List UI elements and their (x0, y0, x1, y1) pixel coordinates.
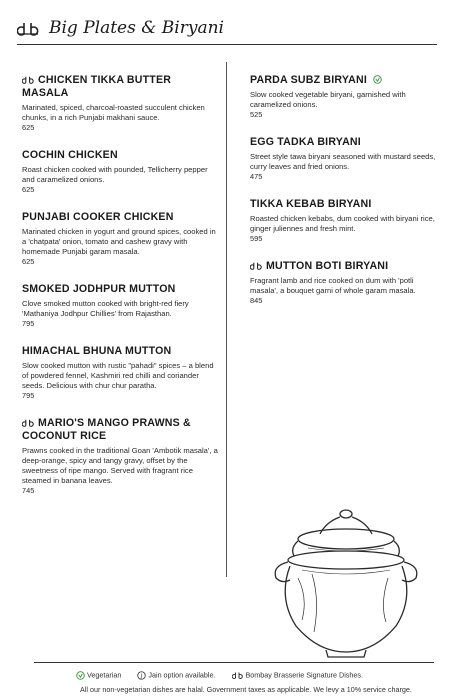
page-title: Big Plates & Biryani (49, 18, 224, 38)
item-description: Slow cooked vegetable biryani, garnished with caramelized onions. (250, 90, 406, 109)
item-name: COCHIN CHICKEN (22, 149, 118, 161)
bb-logo-icon (22, 418, 35, 427)
right-column (250, 74, 440, 322)
footer-note: All our non-vegetarian dishes are halal. Government taxes as applicable. We levy a 10% service charge. (80, 685, 412, 694)
page-footer (34, 662, 434, 699)
bb-logo-icon (17, 20, 41, 41)
legend-vegetarian: Vegetarian (87, 670, 122, 680)
menu-item (22, 149, 218, 195)
item-description: Clove smoked mutton cooked with bright-red fiery 'Mathaniya Jodhpur Chillies' from Rajasthan. (22, 299, 189, 318)
legend (76, 670, 363, 680)
item-price: 525 (250, 110, 263, 119)
legend-jain: Jain option available. (148, 670, 216, 680)
item-name: PARDA SUBZ BIRYANI (250, 74, 368, 86)
item-price: 625 (22, 185, 35, 194)
menu-item (250, 260, 440, 306)
item-name: MUTTON BOTI BIRYANI (266, 260, 389, 272)
jain-icon (137, 671, 146, 680)
item-price: 625 (22, 123, 35, 132)
page-header (17, 14, 437, 45)
bb-logo-icon (250, 261, 263, 270)
item-name: TIKKA KEBAB BIRYANI (250, 198, 372, 210)
vegetarian-icon (76, 671, 85, 680)
item-description: Prawns cooked in the traditional Goan 'Ambotik masala', a deep-orange, spicy and tangy gravy, offset by the sweetness of ripe mango. Served with fragrant rice steamed in banana leaves. (22, 446, 218, 485)
menu-item (22, 345, 218, 401)
bb-logo-icon (232, 671, 244, 679)
item-description: Slow cooked mutton with rustic "pahadi" spices – a blend of powdered fennel, Kashmiri red chilli and coriander seeds. Delicious with chur chur paratha. (22, 361, 214, 390)
item-price: 475 (250, 172, 263, 181)
left-column (22, 74, 218, 512)
item-price: 845 (250, 296, 263, 305)
menu-item (22, 417, 218, 496)
clay-pot-illustration (268, 508, 418, 663)
item-description: Marinated chicken in yogurt and ground spices, cooked in a 'chatpata' onion, tomato and cashew gravy with homemade Punjabi garam masala. (22, 227, 216, 256)
item-name: MARIO'S MANGO PRAWNS & COCONUT RICE (22, 417, 191, 442)
item-description: Marinated, spiced, charcoal-roasted succulent chicken chunks, in a rich Punjabi makhani sauce. (22, 103, 205, 122)
item-name: SMOKED JODHPUR MUTTON (22, 283, 176, 295)
column-divider (226, 62, 227, 577)
vegetarian-icon (373, 75, 382, 84)
item-price: 795 (22, 319, 35, 328)
menu-item (250, 136, 440, 182)
item-name: EGG TADKA BIRYANI (250, 136, 361, 148)
item-price: 745 (22, 486, 35, 495)
item-description: Street style tawa biryani seasoned with mustard seeds, curry leaves and fried onions. (250, 152, 436, 171)
item-price: 595 (250, 234, 263, 243)
item-price: 625 (22, 257, 35, 266)
item-description: Roast chicken cooked with pounded, Tellicherry pepper and caramelized onions. (22, 165, 208, 184)
menu-item (250, 74, 440, 120)
item-name: PUNJABI COOKER CHICKEN (22, 211, 174, 223)
menu-item (22, 211, 218, 267)
svg-text:J: J (141, 673, 143, 680)
menu-item (250, 198, 440, 244)
item-price: 795 (22, 391, 35, 400)
item-name: HIMACHAL BHUNA MUTTON (22, 345, 172, 357)
menu-item (22, 283, 218, 329)
menu-item (22, 74, 218, 133)
item-description: Roasted chicken kebabs, dum cooked with biryani rice, ginger juliennes and fresh mint. (250, 214, 435, 233)
item-name: CHICKEN TIKKA BUTTER MASALA (22, 74, 172, 99)
legend-signature: Bombay Brasserie Signature Dishes. (245, 670, 363, 680)
item-description: Fragrant lamb and rice cooked on dum with 'potli masala', a bouquet garni of whole garam masala. (250, 276, 416, 295)
bb-logo-icon (22, 75, 35, 84)
